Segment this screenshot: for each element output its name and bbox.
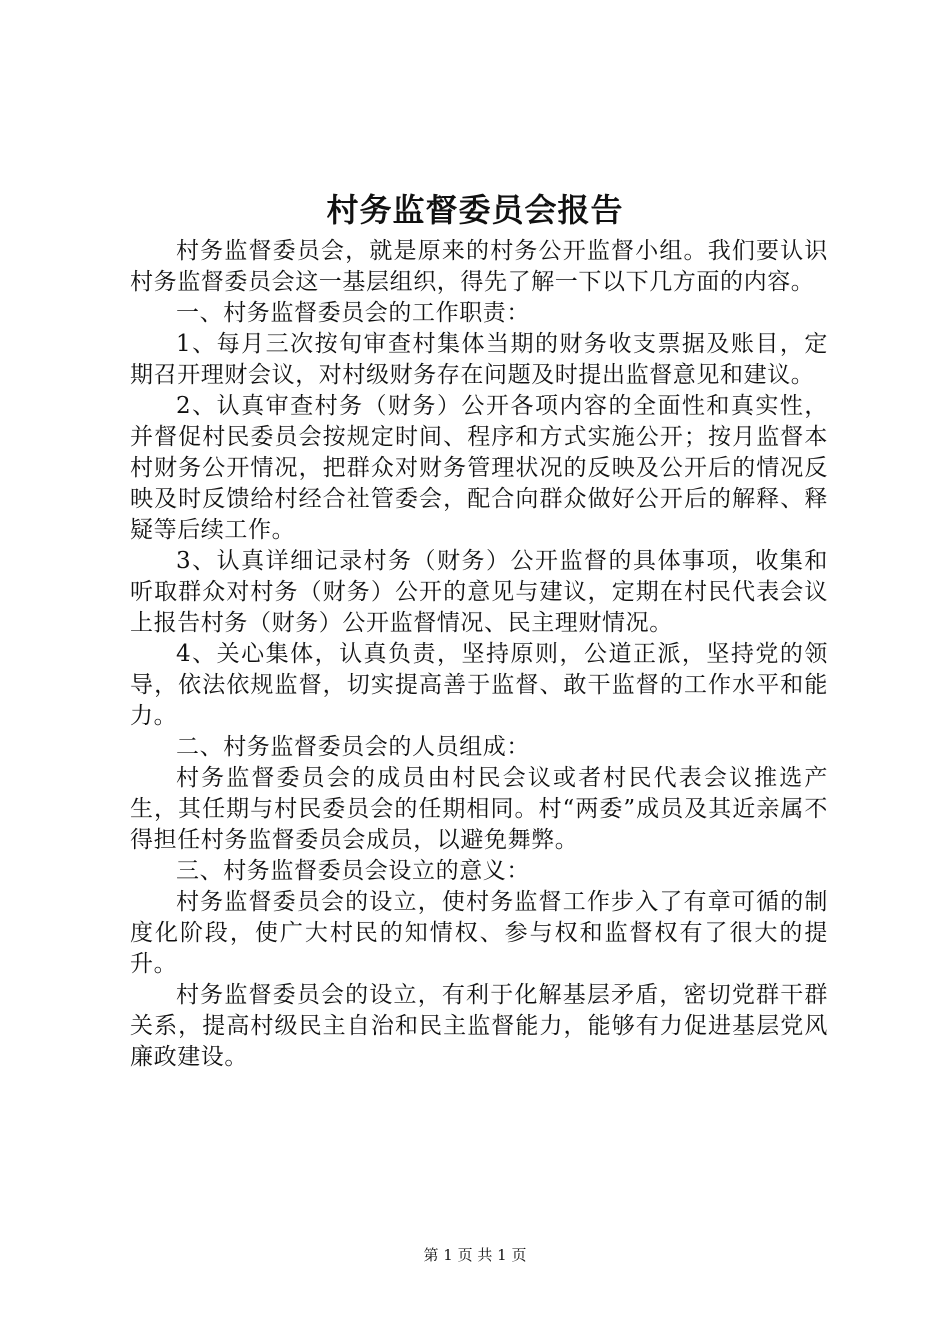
duty-item-1: 1、每月三次按旬审查村集体当期的财务收支票据及账目，定期召开理财会议，对村级财务存在问题及时提出监督意见和建议。 — [130, 331, 828, 388]
section-heading-members: 二、村务监督委员会的人员组成： — [176, 734, 530, 760]
page-number-footer: 第 1 页 共 1 页 — [423, 1246, 527, 1264]
section-heading-duties: 一、村务监督委员会的工作职责： — [176, 300, 530, 326]
duty-item-2: 2、认真审查村务（财务）公开各项内容的全面性和真实性，并督促村民委员会按规定时间、程序和方式实施公开；按月监督本村财务公开情况，把群众对财务管理状况的反映及公开后的情况反映及时反馈给村经合社管委会，配合向群众做好公开后的解释、释疑等后续工作。 — [130, 393, 828, 543]
intro-paragraph: 村务监督委员会，就是原来的村务公开监督小组。我们要认识村务监督委员会这一基层组织，得先了解一下以下几方面的内容。 — [130, 238, 828, 295]
section-heading-significance: 三、村务监督委员会设立的意义： — [176, 858, 530, 884]
duty-item-4: 4、关心集体，认真负责，坚持原则，公道正派，坚持党的领导，依法依规监督，切实提高善于监督、敢干监督的工作水平和能力。 — [130, 641, 828, 729]
significance-paragraph-2: 村务监督委员会的设立，有利于化解基层矛盾，密切党群干群关系，提高村级民主自治和民主监督能力，能够有力促进基层党风廉政建设。 — [130, 982, 828, 1070]
members-paragraph: 村务监督委员会的成员由村民会议或者村民代表会议推选产生，其任期与村民委员会的任期相同。村“两委”成员及其近亲属不得担任村务监督委员会成员，以避免舞弊。 — [130, 765, 828, 853]
significance-paragraph-1: 村务监督委员会的设立，使村务监督工作步入了有章可循的制度化阶段，使广大村民的知情权、参与权和监督权有了很大的提升。 — [130, 889, 828, 977]
document-title: 村务监督委员会报告 — [326, 191, 624, 229]
document-body — [130, 236, 828, 1073]
duty-item-3: 3、认真详细记录村务（财务）公开监督的具体事项，收集和听取群众对村务（财务）公开的意见与建议，定期在村民代表会议上报告村务（财务）公开监督情况、民主理财情况。 — [130, 548, 828, 636]
